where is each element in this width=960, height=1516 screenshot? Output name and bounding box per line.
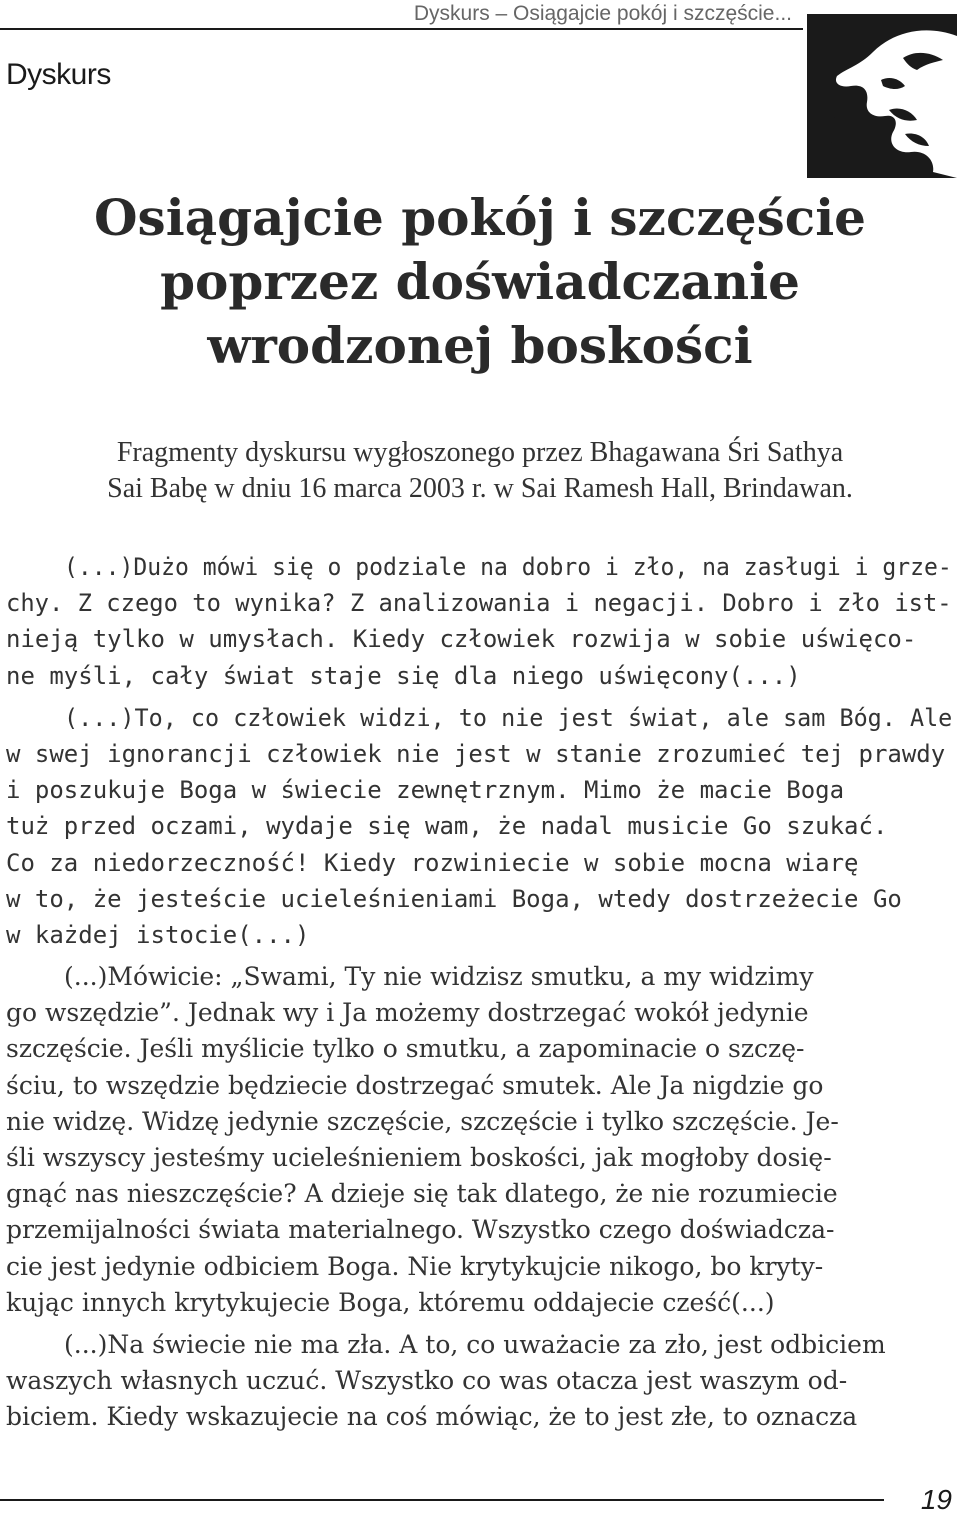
text-line: cie jest jedynie odbiciem Boga. Nie krytykujcie nikogo, bo kryty- [6, 1251, 824, 1281]
text-line: śli wszyscy jesteśmy ucieleśnieniem boskości, jak mogłoby dosię- [6, 1143, 832, 1172]
paragraph [6, 959, 952, 1321]
text-line: tuż przed oczami, wydaje się wam, że nadal musicie Go szukać. [6, 812, 888, 841]
footer-rule [0, 1499, 884, 1501]
text-line: w to, że jesteście ucieleśnieniami Boga, wtedy dostrzeżecie Go [6, 884, 902, 913]
text-line: go wszędzie”. Jednak wy i Ja możemy dostrzegać wokół jedynie [6, 998, 809, 1028]
header-rule [0, 28, 803, 30]
text-line: Co za niedorzeczność! Kiedy rozwiniecie w sobie mocna wiarę [6, 848, 859, 877]
article-subtitle [0, 435, 960, 507]
section-label: Dyskurs [6, 58, 111, 91]
article-title [0, 186, 960, 378]
text-line: (...)Na świecie nie ma zła. A to, co uważacie za zło, jest odbiciem [64, 1329, 886, 1359]
text-line: gnąć nas nieszczęście? A dzieje się tak dlatego, że nie rozumiecie [6, 1179, 838, 1209]
text-line: ne myśli, cały świat staje się dla niego uświęcony(...) [6, 661, 801, 690]
text-line: w swej ignorancji człowiek nie jest w stanie zrozumieć tej prawdy [6, 739, 946, 768]
text-line: (...)Dużo mówi się o podziale na dobro i zło, na zasługi i grze- [64, 553, 952, 581]
paragraph [6, 700, 952, 953]
sai-baba-portrait-icon [807, 14, 957, 178]
paragraph [6, 549, 952, 694]
title-line: wrodzonej boskości [207, 316, 753, 375]
article-body [6, 549, 952, 1442]
running-head: Dyskurs – Osiągajcie pokój i szczęście... [413, 2, 792, 25]
text-line: waszych własnych uczuć. Wszystko co was otacza jest waszym od- [6, 1366, 848, 1396]
paragraph [6, 1327, 952, 1436]
title-line: poprzez doświadczanie [160, 252, 800, 311]
text-line: w każdej istocie(...) [6, 920, 310, 949]
title-line: Osiągajcie pokój i szczęście [94, 188, 866, 247]
text-line: i poszukuje Boga w świecie zewnętrznym. Mimo że macie Boga [6, 776, 845, 805]
page-number: 19 [920, 1484, 952, 1515]
subtitle-line: Fragmenty dyskursu wygłoszonego przez Bhagawana Śri Sathya [116, 437, 844, 468]
text-line: (...)To, co człowiek widzi, to nie jest świat, ale sam Bóg. Ale [64, 703, 953, 732]
text-line: przemijalności świata materialnego. Wszystko czego doświadcza- [6, 1215, 835, 1245]
text-line: szczęście. Jeśli myślicie tylko o smutku, a zapominacie o szczę- [6, 1034, 805, 1064]
text-line: kując innych krytykujecie Boga, któremu oddajecie cześć(...) [6, 1287, 775, 1317]
text-line: chy. Z czego to wynika? Z analizowania i negacji. Dobro i zło ist- [6, 589, 952, 618]
text-line: biciem. Kiedy wskazujecie na coś mówiąc, że to jest złe, to oznacza [6, 1402, 858, 1432]
text-line: nie widzę. Widzę jedynie szczęście, szczęście i tylko szczęście. Je- [6, 1106, 839, 1136]
text-line: ściu, to wszędzie będziecie dostrzegać smutek. Ale Ja nigdzie go [6, 1070, 824, 1100]
subtitle-line: Sai Babę w dniu 16 marca 2003 r. w Sai Ramesh Hall, Brindawan. [107, 473, 853, 504]
text-line: nieją tylko w umysłach. Kiedy człowiek rozwija w sobie uświęco- [6, 625, 917, 654]
text-line: (...)Mówicie: „Swami, Ty nie widzisz smutku, a my widzimy [64, 962, 814, 992]
